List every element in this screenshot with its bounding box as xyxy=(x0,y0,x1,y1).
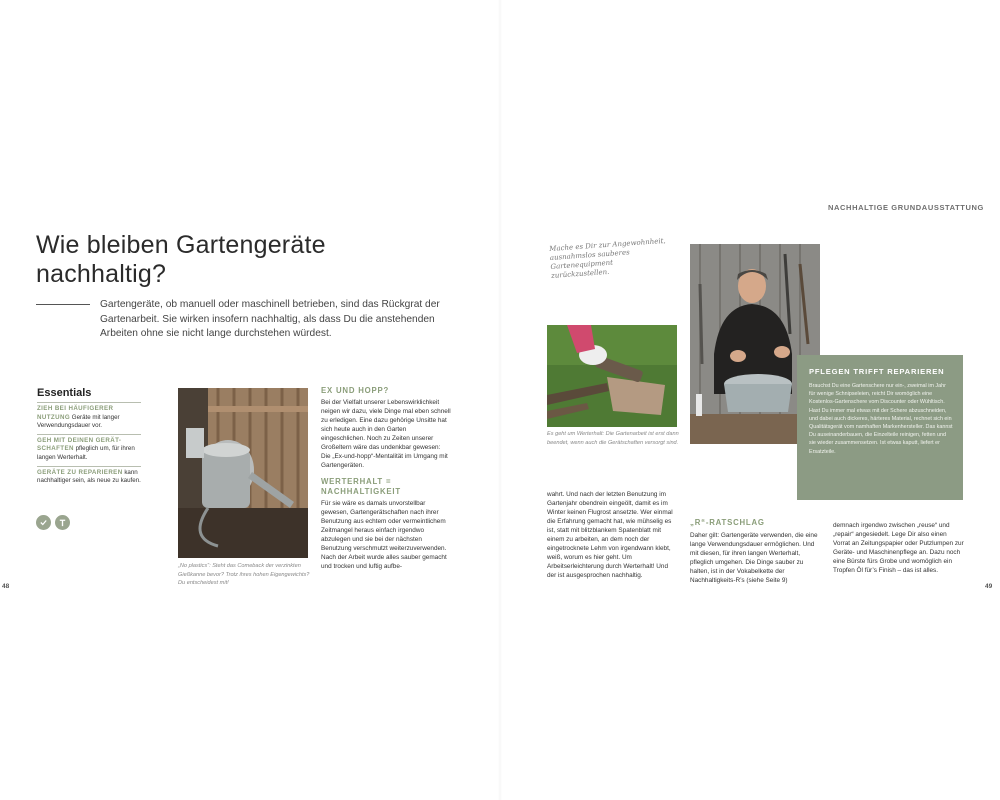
tip-box-body: Brauchst Du eine Gartenschere nur ein-, zweimal im Jahr für wenige Schnipseleien, reicht Dir womöglich eine Kostenlos-Gartenschere vom Discounter oder Wühltisch. Hast Du immer mal etwas mit der Schere abzuschneiden, und dabei auch dickeres, härteres Material, rechnet sich ein Qualitätsgerät vom namhaften Markenhersteller. Das kannst Du auseinanderbauen, die Einzelteile reinigen, fetten und sie wieder zusammensetzen. Ist etwas kaputt, liefert er Ersatzteile. xyxy=(809,383,953,455)
text-column-right-c: demnach irgendwo zwischen „reuse“ und „repair“ angesiedelt. Lege Dir also einen Vorrat an Zeitungspapier oder Putzlumpen zur Geräte- und Maschinenpflege an. Dazu noch eine Bürste fürs Grobe und womöglich ein Tropfen Öl für’s Finish – das ist alles. xyxy=(833,522,964,574)
essentials-item-head: ZIEH BEI HÄUFIGERER NUTZUNG xyxy=(37,405,114,421)
page-number-right: 49 xyxy=(985,583,993,590)
section-body: Daher gilt: Gartengeräte verwenden, die eine lange Verwendungsdauer ermöglichen. Und mit diesen, für ihren langen Werterhalt, pfleglich umgehen. Die Dinge sauber zu halten, ist in der Vokabelkette der Nachhaltigkeits-R’s (siehe Seite 9) xyxy=(690,532,818,584)
page-number-left: 48 xyxy=(2,583,10,590)
tip-box xyxy=(797,355,963,500)
book-gutter xyxy=(498,0,502,800)
essentials-item xyxy=(37,434,141,463)
tool-icon xyxy=(55,515,70,530)
section-heading: EX UND HOPP? xyxy=(321,386,390,395)
essentials-item-head: GEH MIT DEINEN GERÄT-SCHAFTEN xyxy=(37,436,122,453)
essentials-icons xyxy=(36,515,70,530)
essentials-title: Essentials xyxy=(37,387,92,399)
essentials-item xyxy=(37,466,141,486)
section-heading: „R“-RATSCHLAG xyxy=(690,518,765,527)
title-rule xyxy=(36,304,90,305)
photo-watering-can xyxy=(178,388,308,558)
essentials-item-text: Geräte mit langer Verwendungsdauer vor. xyxy=(37,413,120,430)
check-icon xyxy=(36,515,51,530)
essentials-list xyxy=(37,402,141,489)
running-head: NACHHALTIGE GRUNDAUSSTATTUNG xyxy=(828,203,984,212)
photo-caption: Es geht um Werterhalt: Die Gartenarbeit ist erst dann beendet, wenn auch die Gerätschaften versorgt sind. xyxy=(547,431,679,446)
photo-caption: „No plastics“: Steht das Comeback der verzinkten Gießkanne bevor? Trotz ihres hohen Eigengewichts? Du entscheidest mit! xyxy=(178,563,310,586)
essentials-item xyxy=(37,402,141,431)
section-body: Bei der Vielfalt unserer Lebenswirklichkeit neigen wir dazu, viele Dinge mal eben schnell zu erledigen. Eine dazu gehörige Unsitte hat sich heute auch in den Garten eingeschlichen. Noch zu Zeiten unserer Großeltern wäre das undenkbar gewesen: Die „Ex-und-hopp“-Mentalität im Umgang mit Gartengeräten. xyxy=(321,399,451,469)
photo-cleaning-spade xyxy=(547,325,677,427)
section-body: Für sie wäre es damals unvorstellbar gewesen, Gartengerätschaften nach ihrer Benutzung aus echtem oder vermeintlichem Zeitmangel heraus einfach irgendwo abzulegen und sie bei der nächsten Benutzung verschmutzt weiterzuverwenden. Nach der Arbeit wurde alles sauber gemacht und trocken und luftig aufbe- xyxy=(321,500,447,570)
essentials-item-text: kann nachhaltiger sein, als neue zu kaufen. xyxy=(37,468,141,485)
text-column-right-b xyxy=(690,518,822,585)
page-title: Wie bleiben Gartengeräte nachhaltig? xyxy=(36,231,326,288)
section-heading: WERTERHALT = NACHHALTIGKEIT xyxy=(321,477,401,496)
essentials-item-text: pfleglich um, für ihren langen Werterhalt. xyxy=(37,445,135,461)
text-column-right-a: wahrt. Und nach der letzten Benutzung im Gartenjahr obendrein eingeölt, damit es im Winter keinen Flugrost ansetzte. Wer einmal die Erfahrung gemacht hat, wie mühselig es ist, statt mit blitzblankem Spatenblatt mit einem zu arbeiten, an dem noch der eingetrocknete Lehm von irgendwann klebt, weiß, worum es hier geht. Um Arbeitserleichterung durch Werterhalt! Und der ist ausgesprochen nachhaltig. xyxy=(547,491,673,579)
handwritten-note: Mache es Dir zur Angewohnheit, ausnahmslos sauberes Gartenequipment zurückzustellen. xyxy=(549,236,666,280)
essentials-item-head: GERÄTE ZU REPARIEREN xyxy=(37,468,123,476)
lead-paragraph: Gartengeräte, ob manuell oder maschinell betrieben, sind das Rückgrat der Gartenarbeit. Sie wirken insofern nachhaltig, als dass Du die anstehenden Arbeiten ohne sie nicht lange durchstehen würdest. xyxy=(100,299,440,339)
text-column-left xyxy=(321,386,451,571)
tip-box-title: PFLEGEN TRIFFT REPARIEREN xyxy=(809,367,945,376)
